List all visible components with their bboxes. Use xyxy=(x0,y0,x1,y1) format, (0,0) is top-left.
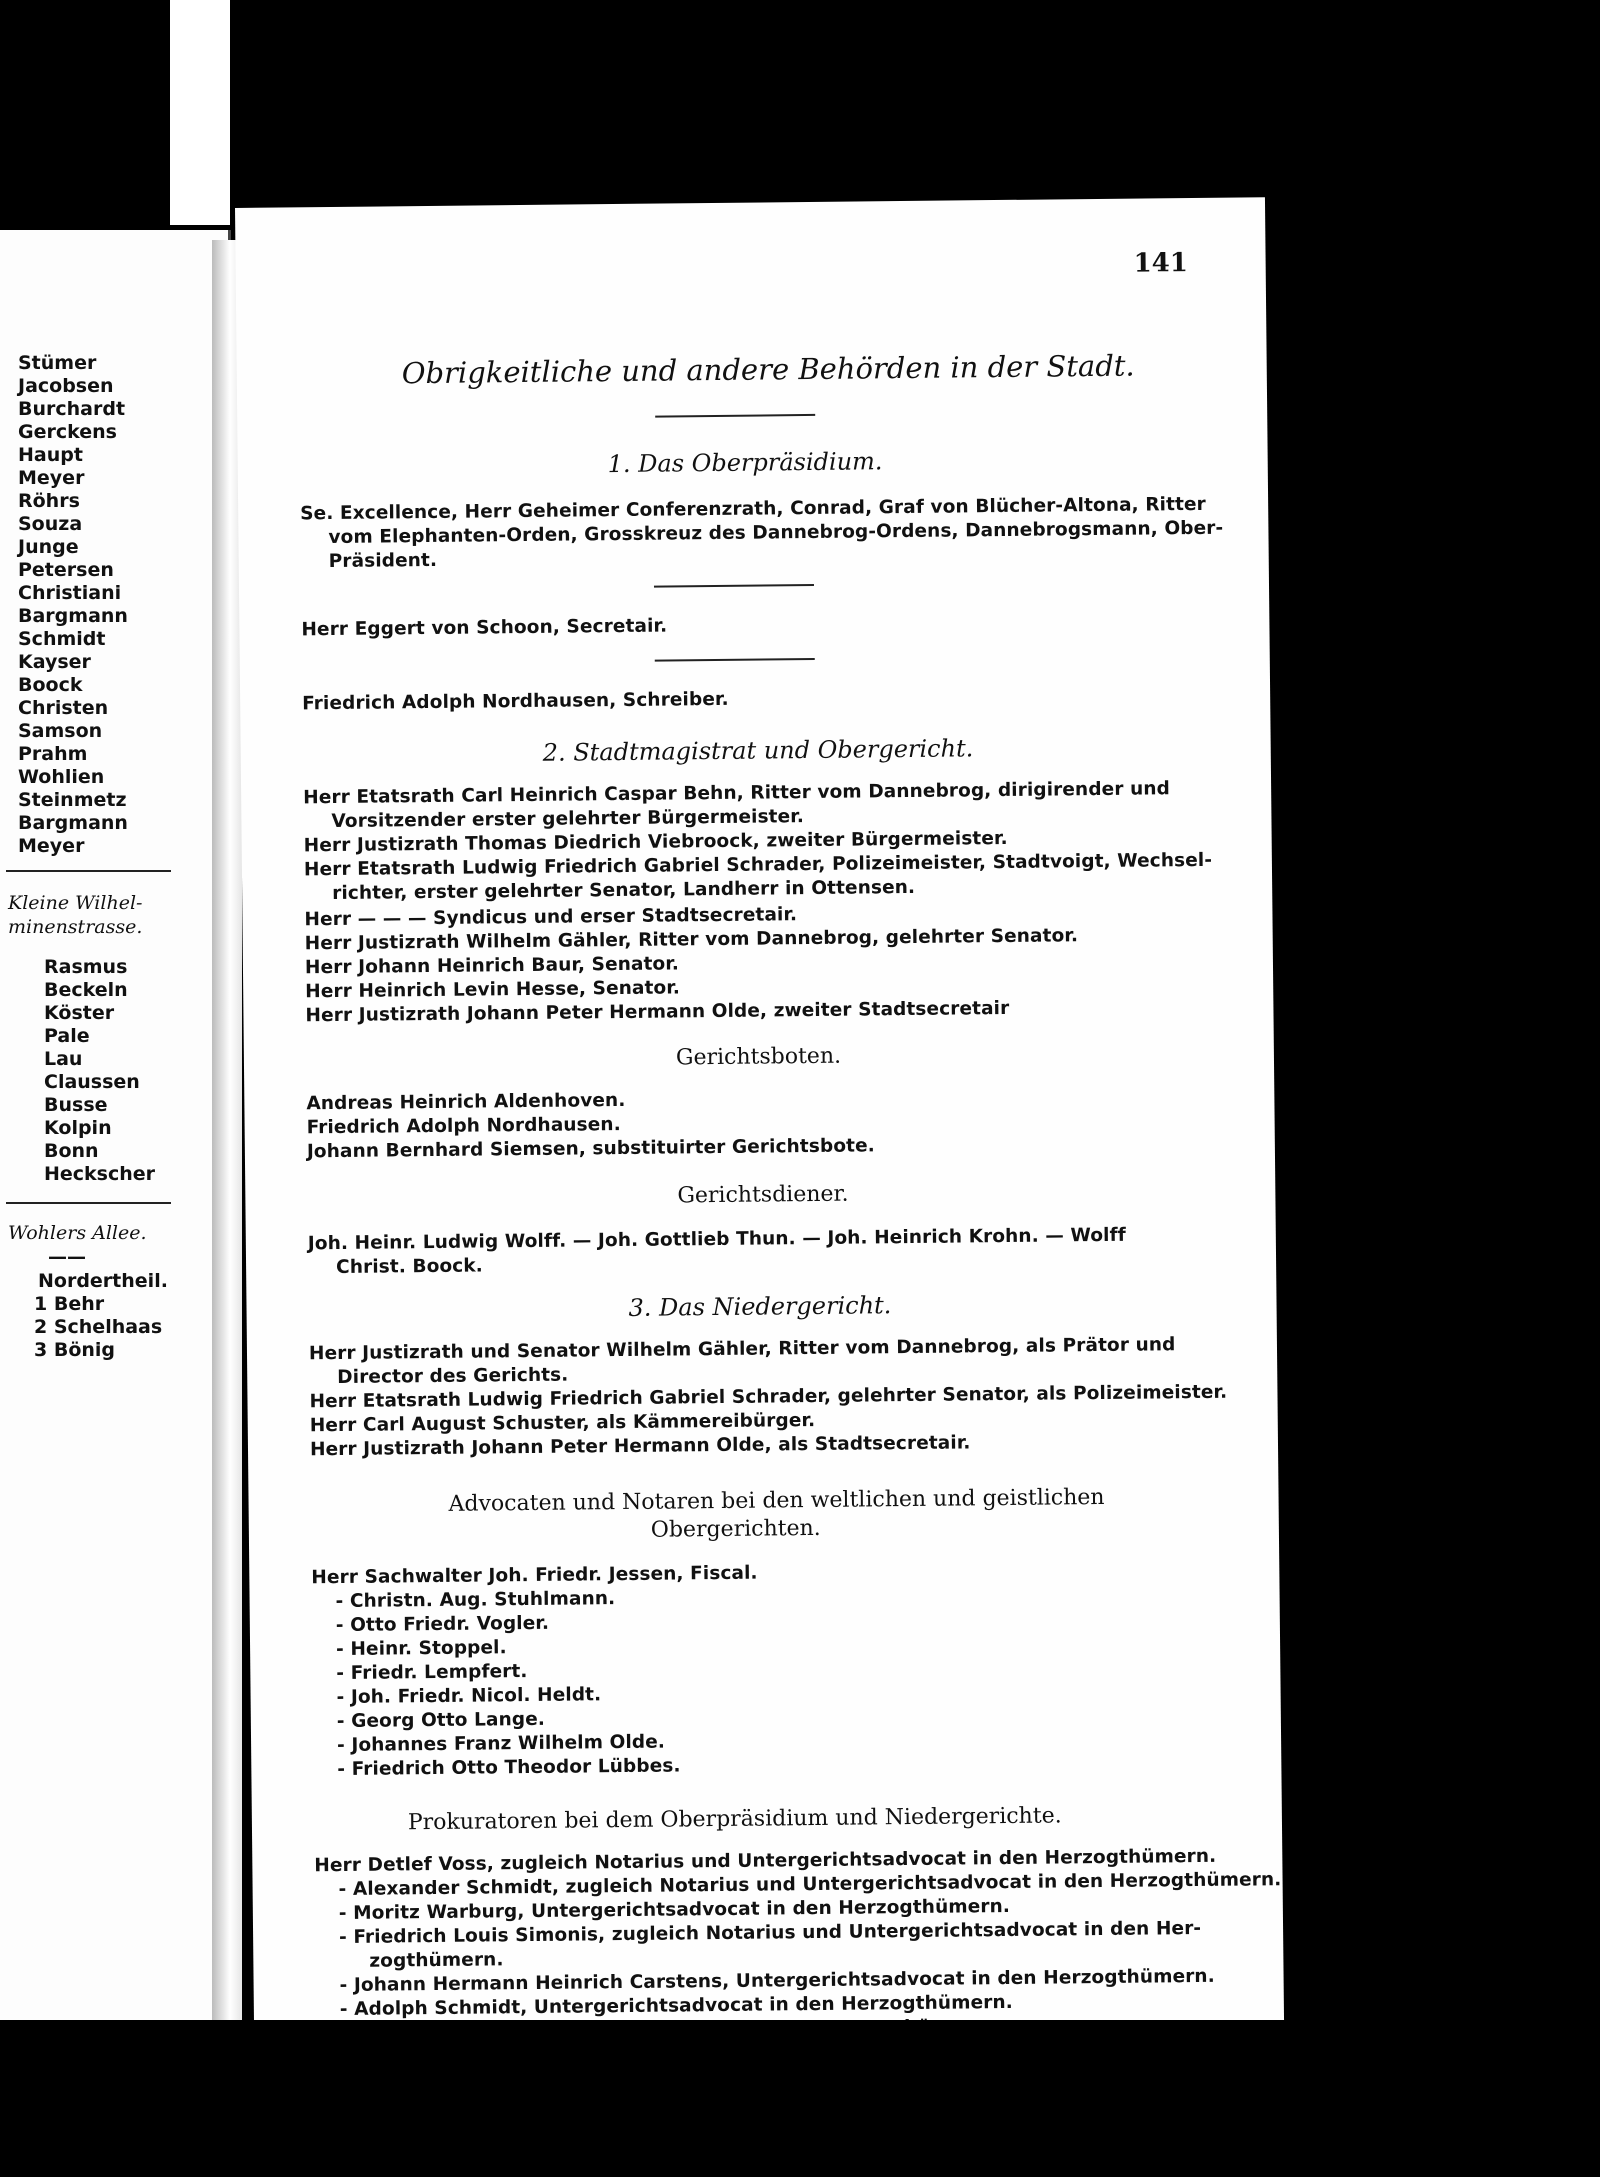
list-item: Schmidt xyxy=(18,628,106,650)
text-line: Christ. Boock. xyxy=(335,1255,483,1278)
text-line: - Otto Friedr. Vogler. xyxy=(335,1612,550,1637)
text-line: vom Elephanten-Orden, Grosskreuz des Dannebrog-Ordens, Dannebrogsmann, Ober- xyxy=(328,517,1224,549)
text-line: - Friedrich Otto Theodor Lübbes. xyxy=(337,1755,681,1781)
list-item: 2 Schelhaas xyxy=(34,1316,163,1338)
page-title: Obrigkeitliche und andere Behörden in der Stadt. xyxy=(401,348,1135,391)
list-item: Bonn xyxy=(44,1140,99,1162)
section-heading: Gerichtsdiener. xyxy=(677,1181,849,1209)
text-line: - Johann Hermann Heinrich Carstens, Untergerichtsadvocat in den Herzogthümern. xyxy=(339,1965,1215,1997)
text-line: - Johannes Franz Wilhelm Olde. xyxy=(336,1731,666,1757)
list-item: Pale xyxy=(44,1025,90,1047)
section-heading: 3. Das Niedergericht. xyxy=(628,1291,892,1322)
list-item: Kolpin xyxy=(44,1117,112,1139)
street-heading: Kleine Wilhel- xyxy=(8,892,143,914)
text-line: - Adolph Schmidt, Untergerichtsadvocat in den Herzogthümern. xyxy=(339,1991,1013,2020)
list-item: Burchardt xyxy=(18,398,126,420)
text-line: Herr Etatsrath Carl Heinrich Caspar Behn, Ritter vom Dannebrog, dirigirender und xyxy=(303,778,1171,809)
text-line: Joh. Heinr. Ludwig Wolff. — Joh. Gottlieb Thun. — Joh. Heinrich Krohn. — Wolff xyxy=(307,1224,1126,1255)
text-line: Johann Bernhard Siemsen, substituirter Gerichtsbote. xyxy=(306,1135,875,1163)
text-line: - Joh. Friedr. Nicol. Heldt. xyxy=(336,1684,602,1709)
divider xyxy=(6,870,171,872)
text-line: Herr Justizrath Thomas Diedrich Viebroock, zweiter Bürgermeister. xyxy=(303,827,1008,857)
street-heading: minenstrasse. xyxy=(8,916,143,938)
text-line: Herr Carl August Schuster, als Kämmereibürger. xyxy=(309,1409,816,1437)
list-item: Wohlien xyxy=(18,766,105,788)
list-item: Boock xyxy=(18,674,83,696)
street-heading: Wohlers Allee. xyxy=(8,1222,147,1244)
text-line: Herr Etatsrath Ludwig Friedrich Gabriel Schrader, gelehrter Senator, als Polizeimeister. xyxy=(309,1381,1228,1413)
list-item: 3 Bönig xyxy=(34,1339,116,1361)
text-line: Herr Johann Heinrich Baur, Senator. xyxy=(304,953,680,979)
text-line: Herr Justizrath und Senator Wilhelm Gähler, Ritter vom Dannebrog, als Prätor und xyxy=(308,1334,1176,1365)
text-line: Präsident. xyxy=(328,549,438,573)
text-line: - Moritz Warburg, Untergerichtsadvocat in den Herzogthümern. xyxy=(338,1895,1011,1925)
list-item: Gerckens xyxy=(18,421,117,443)
list-item: Prahm xyxy=(18,743,88,765)
list-item: Rasmus xyxy=(44,956,128,978)
text-line: - Georg Otto Lange. xyxy=(336,1708,546,1733)
list-item: Steinmetz xyxy=(18,789,127,811)
page-number: 141 xyxy=(1133,248,1189,279)
text-line: Herr Eggert von Schoon, Secretair. xyxy=(301,615,668,641)
text-line: - Friedrich Louis Simonis, zugleich Notarius und Untergerichtsadvocat in den Her- xyxy=(339,1917,1202,1949)
text-line: richter, erster gelehrter Senator, Landherr in Ottensen. xyxy=(332,876,916,905)
background-strip-dark xyxy=(230,0,260,225)
text-line: Se. Excellence, Herr Geheimer Conferenzrath, Conrad, Graf von Blücher-Altona, Ritter xyxy=(300,493,1206,525)
list-item: Junge xyxy=(18,536,79,558)
section-heading: Obergerichten. xyxy=(650,1515,821,1543)
list-item: Bargmann xyxy=(18,812,128,834)
text-line: Herr Heinrich Levin Hesse, Senator. xyxy=(305,977,681,1003)
background-strip xyxy=(0,2020,1600,2177)
dash: —— xyxy=(48,1246,86,1268)
list-item: Beckeln xyxy=(44,979,128,1001)
section-heading: Prokuratoren bei dem Oberpräsidium und Niedergerichte. xyxy=(407,1803,1062,1836)
list-item: Meyer xyxy=(18,467,85,489)
text-line: Friedrich Adolph Nordhausen. xyxy=(306,1114,621,1139)
text-line: Herr Justizrath Johann Peter Hermann Olde, als Stadtsecretair. xyxy=(309,1432,971,1461)
list-item: Stümer xyxy=(18,352,97,374)
list-item: Köster xyxy=(44,1002,115,1024)
list-item: Jacobsen xyxy=(18,375,114,397)
text-line: Herr — — — Syndicus und erser Stadtsecretair. xyxy=(304,904,798,931)
section-heading: 1. Das Oberpräsidium. xyxy=(607,447,883,479)
text-line: Director des Gerichts. xyxy=(337,1364,569,1388)
text-line: - Christn. Aug. Stuhlmann. xyxy=(335,1588,616,1613)
list-item: Samson xyxy=(18,720,103,742)
list-item: Heckscher xyxy=(44,1163,156,1185)
divider xyxy=(654,584,814,588)
list-item: Claussen xyxy=(44,1071,140,1093)
text-line: Herr Sachwalter Joh. Friedr. Jessen, Fiscal. xyxy=(311,1562,758,1589)
text-line: Herr Justizrath Wilhelm Gähler, Ritter vom Dannebrog, gelehrter Senator. xyxy=(304,925,1079,955)
text-line: Friedrich Adolph Nordhausen, Schreiber. xyxy=(302,688,729,715)
list-item: Nordertheil. xyxy=(38,1270,168,1292)
list-item: Haupt xyxy=(18,444,83,466)
text-line: Herr Justizrath Johann Peter Hermann Olde, zweiter Stadtsecretair xyxy=(305,997,1010,1027)
text-line: Herr Detlef Voss, zugleich Notarius und Untergerichtsadvocat in den Herzogthümern. xyxy=(314,1845,1217,1877)
list-item: Christen xyxy=(18,697,109,719)
divider xyxy=(6,1202,171,1204)
text-line: zogthümern. xyxy=(369,1949,504,1972)
list-item: Busse xyxy=(44,1094,108,1116)
divider xyxy=(655,414,815,418)
list-item: Lau xyxy=(44,1048,83,1070)
section-heading: Advocaten und Notaren bei den weltlichen und geistlichen xyxy=(448,1484,1105,1517)
text-line: Andreas Heinrich Aldenhoven. xyxy=(306,1089,626,1115)
list-item: Röhrs xyxy=(18,490,80,512)
list-item: Christiani xyxy=(18,582,122,604)
section-heading: Gerichtsboten. xyxy=(675,1043,842,1071)
text-line: - Heinr. Stoppel. xyxy=(335,1637,507,1661)
list-item: Meyer xyxy=(18,835,85,857)
divider xyxy=(655,658,815,662)
text-line: - Friedr. Lempfert. xyxy=(336,1661,528,1685)
list-item: Kayser xyxy=(18,651,91,673)
left-page-fragment xyxy=(0,230,231,2020)
text-line: - Alexander Schmidt, zugleich Notarius und Untergerichtsadvocat in den Herzogthümern. xyxy=(338,1869,1282,1901)
section-heading: 2. Stadtmagistrat und Obergericht. xyxy=(542,734,974,767)
main-page xyxy=(235,197,1284,2040)
list-item: Bargmann xyxy=(18,605,128,627)
list-item: Souza xyxy=(18,513,83,535)
text-line: Herr Etatsrath Ludwig Friedrich Gabriel Schrader, Polizeimeister, Stadtvoigt, Wechsel- xyxy=(303,849,1213,881)
list-item: 1 Behr xyxy=(34,1293,105,1315)
list-item: Petersen xyxy=(18,559,114,581)
text-line: Vorsitzender erster gelehrter Bürgermeister. xyxy=(331,806,805,833)
